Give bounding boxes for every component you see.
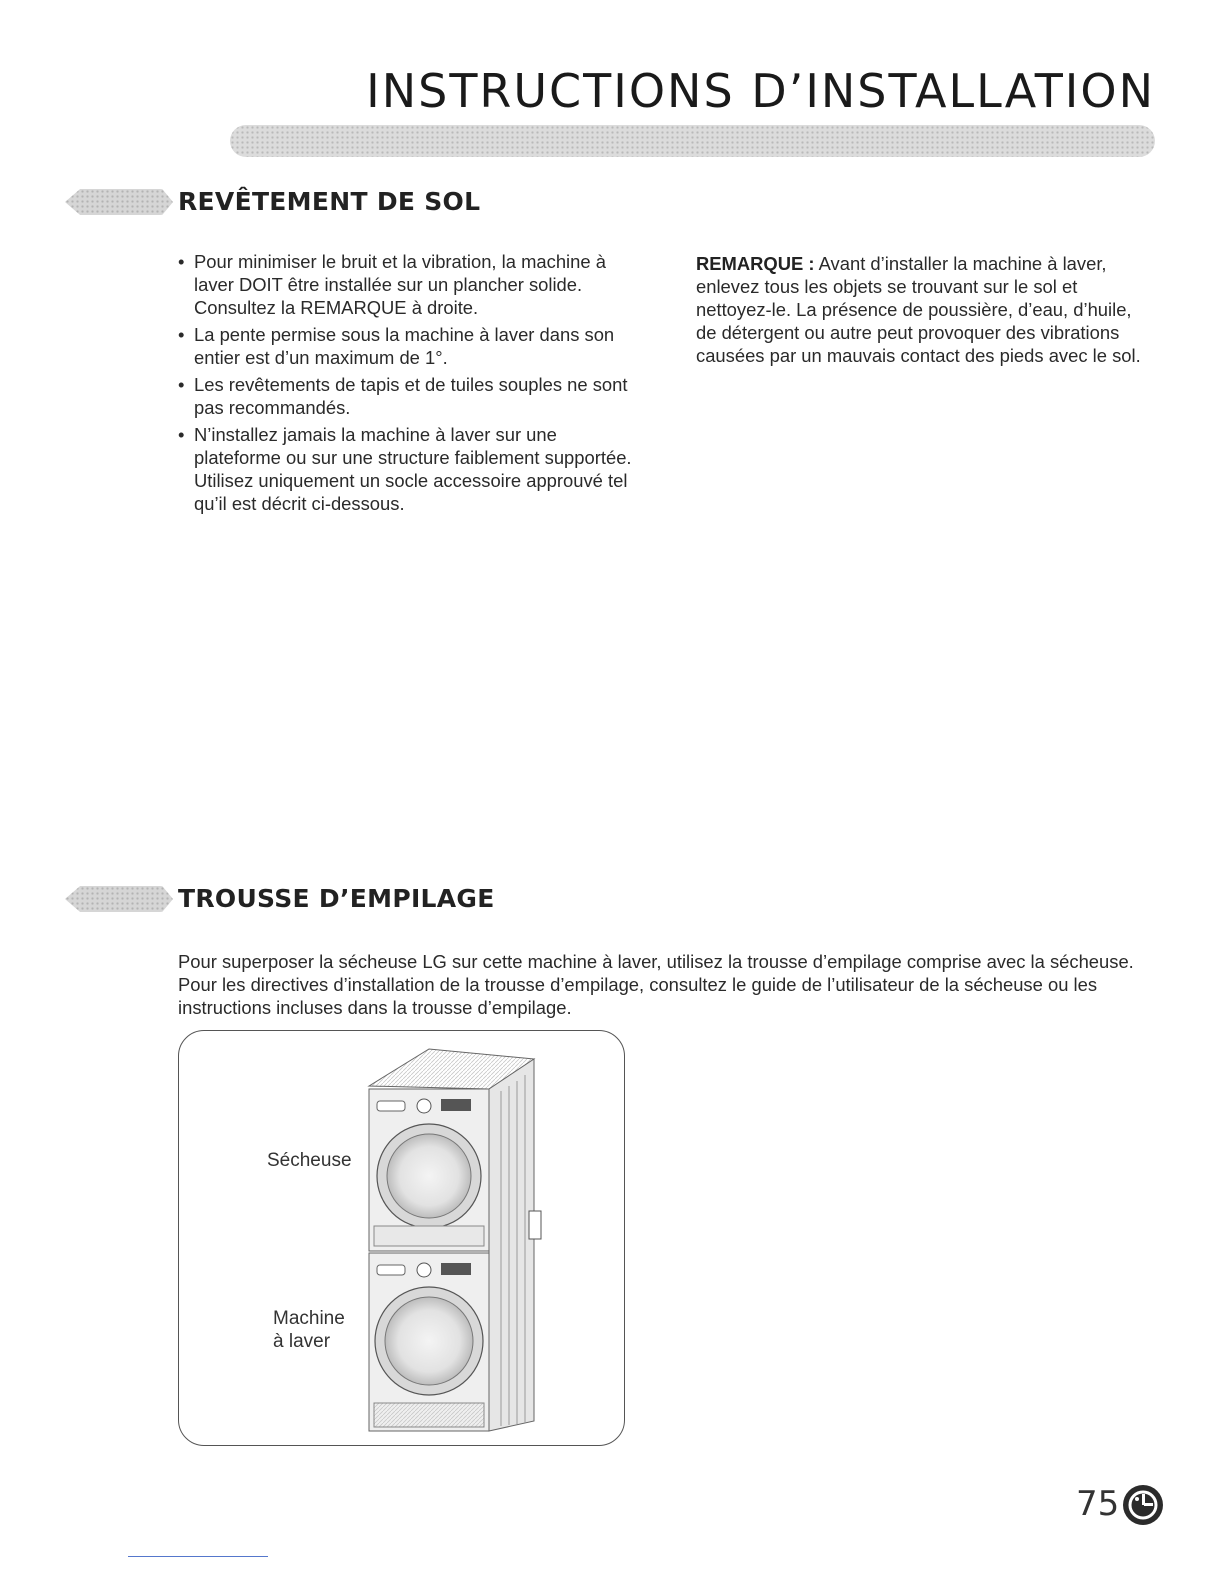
remark-text: Avant d’installer la machine à laver, enlevez tous les objets se trouvant sur le sol et nettoyez-le. La présence de poussière, d’eau, d’huile, de détergent ou autre peut provoquer des vibrations causées par un mauvais contact des pieds avec le sol.	[696, 253, 1141, 366]
washer-label-line1: Machine	[273, 1308, 345, 1329]
list-item: • La pente permise sous la machine à laver dans son entier est d’un maximum de 1°.	[178, 323, 648, 369]
dryer-label: Sécheuse	[267, 1150, 352, 1171]
lg-logo-icon	[1122, 1484, 1164, 1526]
stacking-paragraph: Pour superposer la sécheuse LG sur cette machine à laver, utilisez la trousse d’empilage comprise avec la sécheuse. Pour les directives d’installation de la trousse d’empilage, consultez le guide de l’utilisateur de la sécheuse ou les instructions incluses dans la trousse d’empilage.	[178, 951, 1134, 1018]
list-item: • Pour minimiser le bruit et la vibration, la machine à laver DOIT être installée sur un plancher solide. Consultez la REMARQUE à droite.	[178, 250, 648, 319]
page-number: 75	[1076, 1484, 1120, 1524]
list-item: • Les revêtements de tapis et de tuiles souples ne sont pas recommandés.	[178, 373, 648, 419]
section-tab-flooring	[65, 189, 173, 215]
stacked-units-figure	[178, 1030, 625, 1446]
remark-label: REMARQUE :	[696, 253, 815, 274]
stacked-dryer-washer-illustration	[179, 1031, 624, 1445]
section-title-flooring: REVÊTEMENT DE SOL	[178, 187, 481, 216]
flooring-bullet-list	[178, 250, 648, 519]
title-decorative-bar	[230, 125, 1155, 157]
section-tab-stacking	[65, 886, 173, 912]
remark-note	[696, 252, 1146, 367]
footer-rule	[128, 1556, 268, 1557]
washer-label-line2: à laver	[273, 1331, 331, 1352]
page-title: INSTRUCTIONS D’INSTALLATION	[366, 64, 1155, 118]
section-title-stacking: TROUSSE D’EMPILAGE	[178, 884, 495, 913]
list-item: • N’installez jamais la machine à laver sur une plateforme ou sur une structure faiblement supportée. Utilisez uniquement un socle accessoire approuvé tel qu’il est décrit ci-dessous.	[178, 423, 648, 515]
